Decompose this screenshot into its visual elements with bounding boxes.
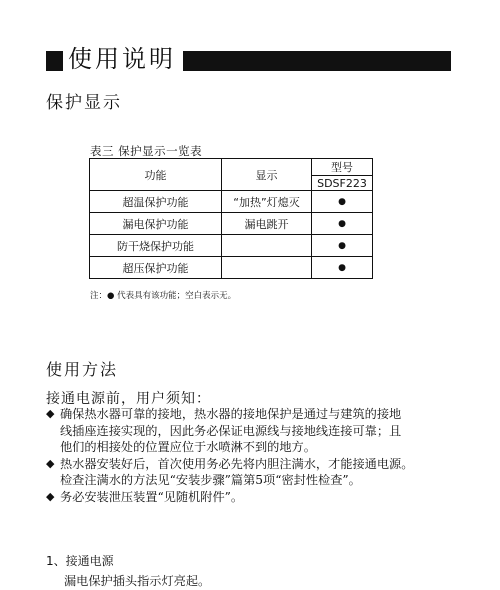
- notice-heading: 接通电源前，用户须知：: [46, 391, 211, 407]
- list-item: [46, 456, 456, 489]
- row-function: 超温保护功能: [90, 191, 222, 213]
- notice-list: [46, 406, 456, 505]
- row-mark: ●: [312, 191, 373, 213]
- header-model-group: 型号: [312, 159, 373, 176]
- step-body: 漏电保护插头指示灯亮起。: [64, 574, 211, 588]
- section-title-protection: 保护显示: [46, 93, 122, 113]
- list-item-text: 确保热水器可靠的接地，热水器的接地保护是通过与建筑的接地 线插座连接实现的，因此务必保证电源线与接地线连接可靠；且 他们的相接处的位置应位于水喷淋不到的地方。: [60, 407, 402, 454]
- header-model: SDSF223: [312, 176, 373, 191]
- diamond-bullet-icon: ◆: [46, 456, 55, 470]
- row-display: 漏电跳开: [222, 213, 312, 235]
- row-display: “加热”灯熄灭: [222, 191, 312, 213]
- table-row: [90, 257, 373, 279]
- list-item: [46, 406, 456, 456]
- list-item: [46, 489, 456, 506]
- row-display: [222, 257, 312, 279]
- table-row: [90, 213, 373, 235]
- list-item-text: 热水器安装好后，首次使用务必先将内胆注满水，才能接通电源。 检查注满水的方法见“安装步骤”篇第5项“密封性检查”。: [60, 456, 414, 487]
- header-function: 功能: [90, 159, 222, 191]
- header-block-left: [46, 51, 63, 71]
- row-function: 超压保护功能: [90, 257, 222, 279]
- step-title: 1、接通电源: [46, 554, 114, 568]
- row-mark: ●: [312, 213, 373, 235]
- page-title: 使用说明: [68, 45, 176, 73]
- table-note: 注：● 代表具有该功能；空白表示无。: [90, 291, 237, 301]
- protection-table: [89, 158, 373, 279]
- header-display: 显示: [222, 159, 312, 191]
- diamond-bullet-icon: ◆: [46, 407, 55, 420]
- section-title-usage: 使用方法: [46, 360, 119, 379]
- diamond-bullet-icon: ◆: [46, 489, 55, 503]
- row-mark: ●: [312, 235, 373, 257]
- row-function: 防干烧保护功能: [90, 235, 222, 257]
- row-mark: ●: [312, 257, 373, 279]
- row-function: 漏电保护功能: [90, 213, 222, 235]
- table-row: [90, 235, 373, 257]
- table-caption: 表三 保护显示一览表: [90, 144, 203, 158]
- header-block-right: [183, 51, 451, 71]
- list-item-text: 务必安装泄压装置“见随机附件”。: [60, 489, 244, 504]
- row-display: [222, 235, 312, 257]
- table-row: [90, 191, 373, 213]
